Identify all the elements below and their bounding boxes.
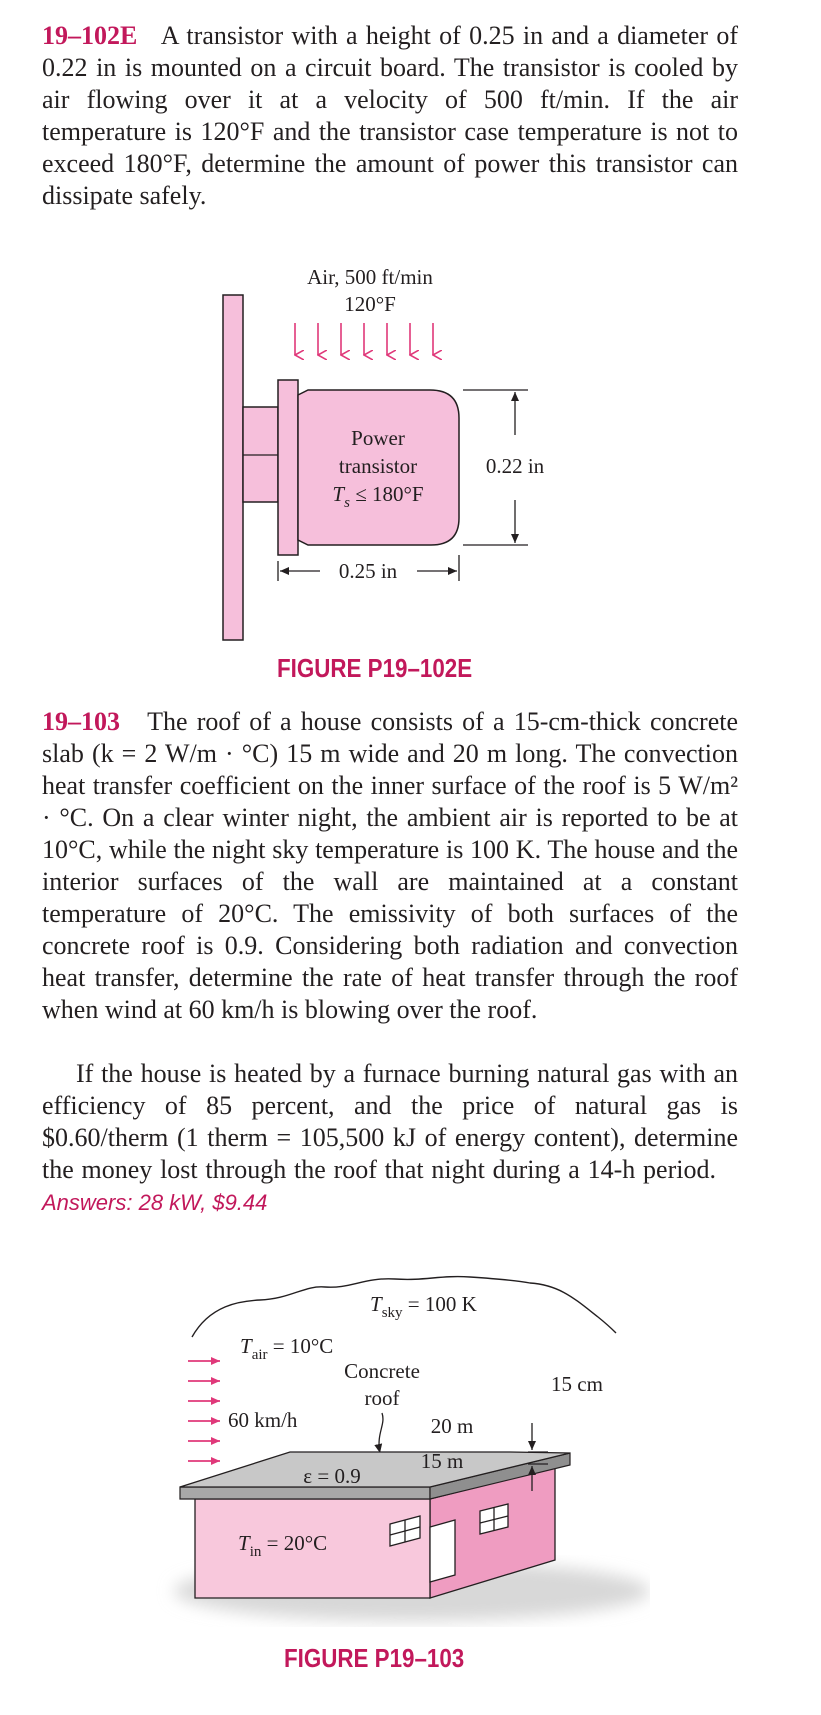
figure-transistor xyxy=(180,255,580,655)
problem-19-103 xyxy=(42,706,738,1026)
figure-house xyxy=(150,1255,650,1650)
air-label: Air, 500 ft/min xyxy=(307,265,433,289)
airflow-arrows xyxy=(295,323,433,355)
figure-caption-19-102E: FIGURE P19–102E xyxy=(277,653,473,683)
thickness-label: 15 cm xyxy=(551,1372,603,1396)
width-label: 15 m xyxy=(420,1449,464,1473)
problem-number: 19–102E xyxy=(42,21,138,50)
emissivity-label: ε = 0.9 xyxy=(303,1464,361,1488)
inside-temp-label: $T_{in} = 20^\circ C$ xyxy=(238,1531,328,1560)
height-label: 0.25 in xyxy=(338,559,398,583)
air-temp-label: $T_{air} = 10^\circ C$ xyxy=(240,1334,334,1363)
problem-19-103-p2 xyxy=(42,1058,738,1219)
clipped-header-fragment xyxy=(0,0,821,6)
transistor-label-line1: Power xyxy=(351,426,405,450)
problem-number: 19–103 xyxy=(42,707,120,736)
transistor-flange xyxy=(278,380,298,555)
roof-leader xyxy=(379,1413,383,1453)
roof-label-line2: roof xyxy=(364,1386,400,1410)
answers: Answers: 28 kW, $9.44 xyxy=(42,1190,268,1215)
figure-caption-19-103: FIGURE P19–103 xyxy=(284,1643,465,1673)
circuit-board xyxy=(223,295,243,640)
wind-speed-label: 60 km/h xyxy=(228,1408,298,1432)
transistor-label-line2: transistor xyxy=(338,454,418,478)
problem-text: A transistor with a height of 0.25 in and a diameter of 0.22 in is mounted on a circuit board. The transistor is cooled by air flowing over it at a velocity of 500 ft/min. If the air temperature is 120°F and the transistor case temperature is not to exceed 180°F, determine the amount of power this transistor can dissipate safely. xyxy=(42,21,738,210)
length-label: 20 m xyxy=(430,1414,474,1438)
problem-19-102E xyxy=(42,20,738,212)
diameter-label: 0.22 in xyxy=(485,454,545,478)
wind-arrows xyxy=(188,1361,220,1461)
roof-label-line1: Concrete xyxy=(344,1359,420,1383)
problem-text-p1: The roof of a house consists of a 15-cm-thick concrete slab (k = 2 W/m · °C) 15 m wide and 20 m long. The convection heat transfer coefficient on the inner surface of the roof is 5 W/m² · °C. On a clear winter night, the ambient air is reported to be at 10°C, while the night sky temperature is 100 K. The house and the interior surfaces of the wall are maintained at a constant temperature of 20°C. The emissivity of both surfaces of the concrete roof is 0.9. Considering both radiation and convection heat transfer, determine the rate of heat transfer through the roof when wind at 60 km/h is blowing over the roof. xyxy=(42,707,739,1024)
side-door xyxy=(430,1520,455,1582)
problem-text-p2: If the house is heated by a furnace burning natural gas with an efficiency of 85 percent, and the price of natural gas is $0.60/therm (1 therm = 105,500 kJ of energy content), determine the money lost through the roof that night during a 14-h period. xyxy=(42,1059,738,1184)
surface-temp-label: $T_s \le 180^\circ F$ xyxy=(332,482,424,511)
sky-temp-label: $T_{sky} = 100$ K xyxy=(370,1292,477,1321)
air-temp-label: 120°F xyxy=(344,292,396,316)
roof-edge-front xyxy=(180,1487,430,1499)
